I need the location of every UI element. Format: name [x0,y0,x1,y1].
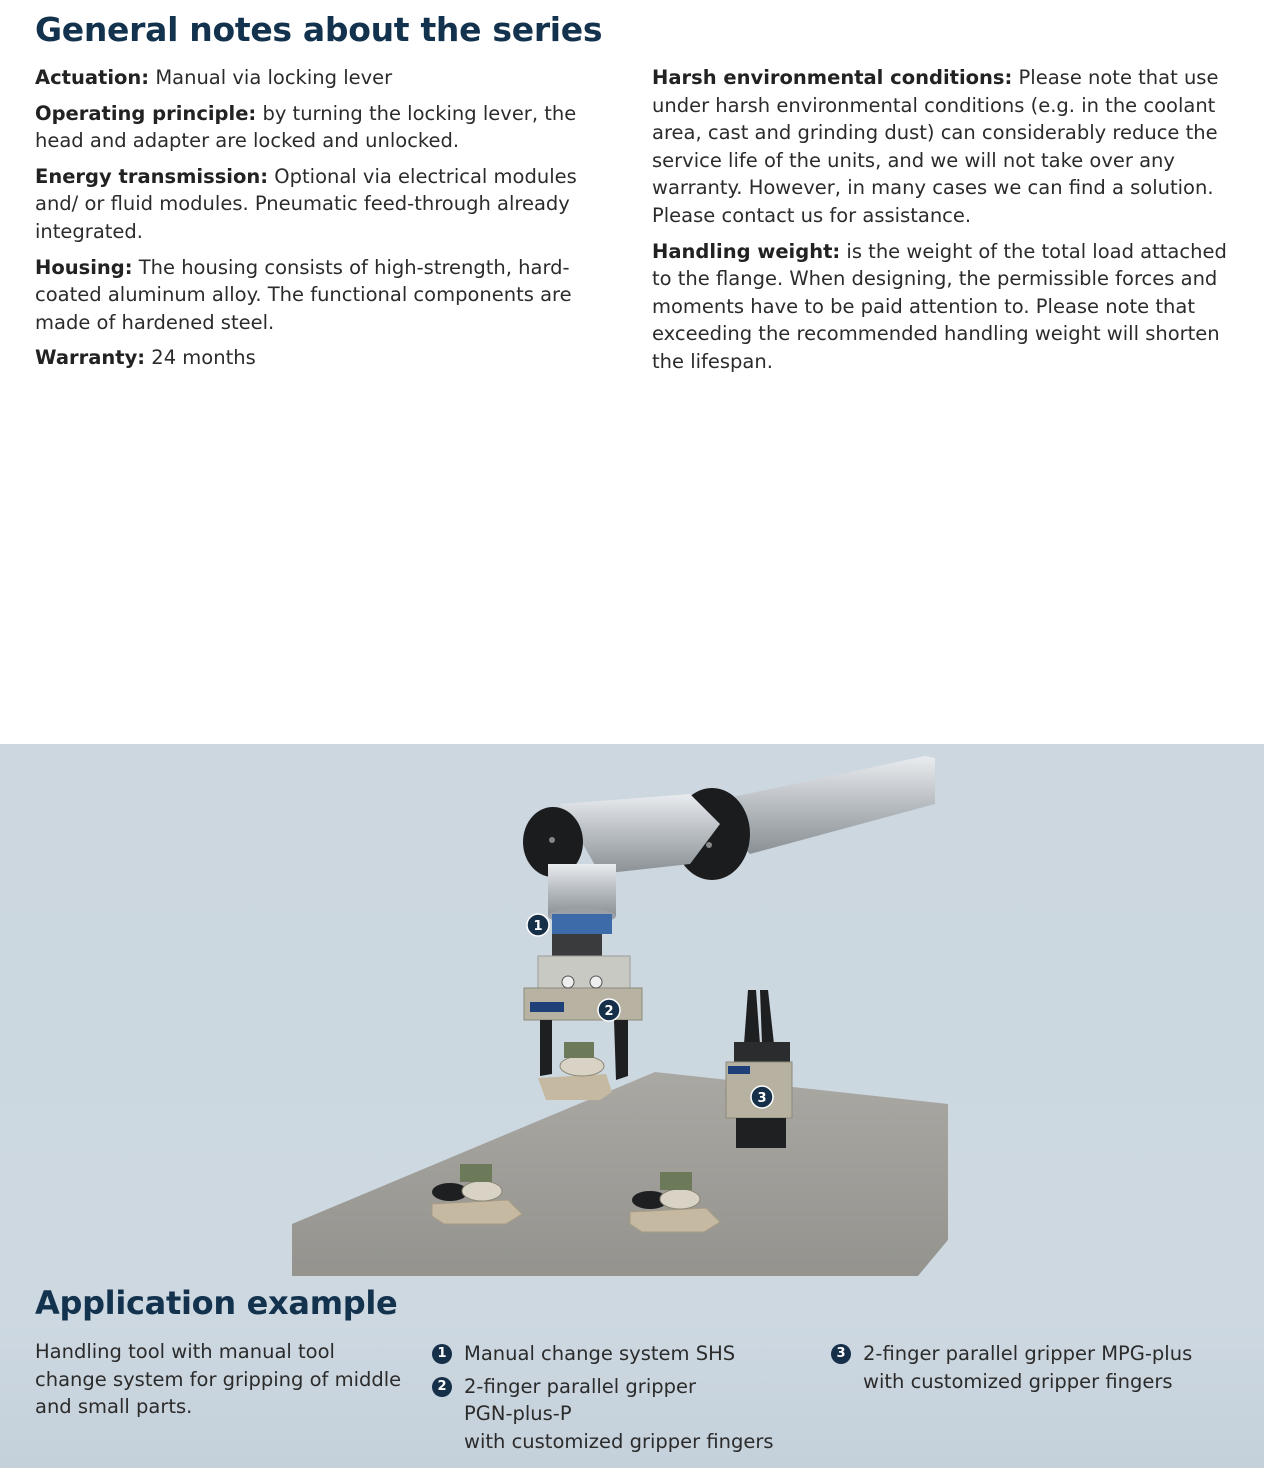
note-text: Manual via locking lever [155,66,393,89]
mpg-finger-left [744,990,760,1044]
legend-column-1 [432,1340,812,1460]
application-description: Handling tool with manual tool change system for gripping of middle and small parts. [35,1340,402,1419]
callout-3 [751,1086,773,1108]
callout-1 [527,914,549,936]
application-example-heading: Application example [35,1284,398,1322]
note-label: Actuation: [35,66,150,89]
note-text: by turning the locking lever, the head and adapter are locked and unlocked. [35,101,577,153]
pgn-finger-left [540,1020,552,1076]
note-label: Warranty: [35,346,146,370]
note-label: Energy transmission: [35,164,269,188]
general-notes-heading: General notes about the series [35,10,603,49]
mpg-finger-right [760,990,774,1044]
pgn-finger-right [614,1020,628,1080]
held-part [538,1074,612,1100]
legend-item-text: 2-finger parallel gripper [464,1374,697,1398]
note-housing [35,254,610,337]
note-label: Handling weight: [652,239,841,263]
note-harsh-conditions [652,64,1227,230]
notes-left-column [35,64,610,380]
callout-2-label: 2 [604,1004,614,1019]
note-text: Please note that use under harsh environmental conditions (e.g. in the coolant area, cast and grinding dust) can considerably reduce the service life of the units, and we will not take over any warranty. However, in many cases we can find a solution. Please contact us for assistance. [652,66,1219,227]
callout-2 [598,999,620,1021]
legend-item-text: PGN-plus-P [464,1402,572,1426]
notes-right-column [652,64,1227,384]
legend-column-2 [831,1340,1231,1400]
note-text: is the weight of the total load attached to the flange. When designing, the permissible forces and moments have to be paid attention to. Please note that exceeding the recommended handling weight will shorten the lifespan. [652,239,1227,373]
note-energy-transmission [35,163,610,246]
note-text: The housing consists of high-strength, hard-coated aluminum alloy. The functional components are made of hardened steel. [35,255,572,334]
legend-item-text: with customized gripper fingers [464,1429,774,1453]
legend-item-3 [831,1340,1231,1395]
note-actuation [35,64,610,92]
note-handling-weight [652,238,1227,376]
note-text: 24 months [151,346,256,370]
legend-number-badge: 1 [432,1344,452,1364]
note-text: Optional via electrical modules and/ or fluid modules. Pneumatic feed-through already integrated. [35,164,577,243]
application-example-section [0,744,1264,1468]
callout-1-label: 1 [533,919,543,934]
legend-number-badge: 2 [432,1377,452,1397]
legend-item-text: with customized gripper fingers [863,1369,1173,1393]
legend-item-2 [432,1373,812,1456]
legend-number-badge: 3 [831,1344,851,1364]
legend-item-text: Manual change system SHS [464,1342,736,1365]
table-surface [292,1072,948,1276]
note-warranty [35,344,610,372]
note-label: Harsh environmental conditions: [652,66,1013,89]
note-operating-principle [35,100,610,155]
pgn-gripper-top [538,956,630,992]
note-label: Operating principle: [35,101,257,125]
change-system-shs [552,914,612,934]
callout-3-label: 3 [757,1091,767,1106]
note-label: Housing: [35,255,133,279]
legend-item-1 [432,1340,812,1368]
legend-item-text: 2-finger parallel gripper MPG-plus [863,1342,1193,1365]
